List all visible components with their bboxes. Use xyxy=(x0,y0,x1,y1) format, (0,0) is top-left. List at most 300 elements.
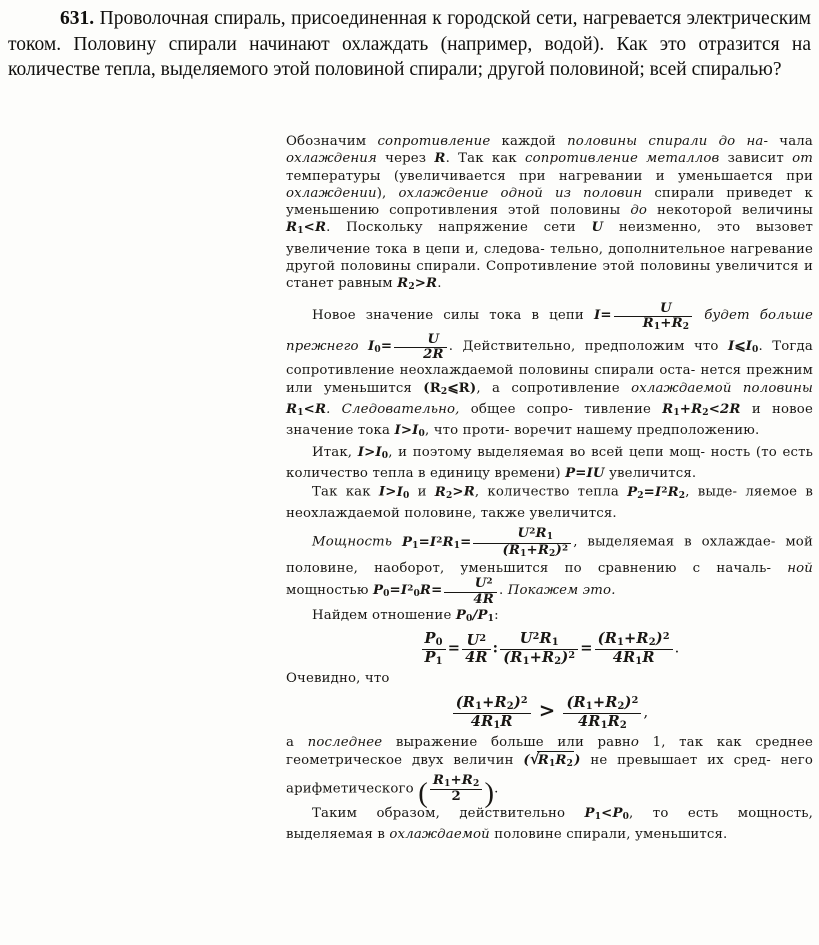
run-text: . xyxy=(758,338,763,354)
math-group-R2-le-R xyxy=(423,381,476,396)
math-sym: P xyxy=(372,583,384,599)
run-text: , количество тепла xyxy=(474,484,619,500)
math-plus: + xyxy=(529,649,542,667)
math-sym: R xyxy=(397,276,409,292)
math-rel-gt: > xyxy=(364,444,376,460)
math-var-R: R xyxy=(426,276,438,292)
run-text: . xyxy=(499,583,504,599)
fraction-denominator: 2 xyxy=(451,789,461,805)
fraction-U-over-R1R2 xyxy=(614,302,693,333)
fraction-numerator xyxy=(453,695,531,714)
math-sup: 2 xyxy=(662,631,670,643)
run-text: Новое значение силы тока в цепи xyxy=(312,307,584,323)
fraction-U-over-2R xyxy=(394,333,447,363)
math-sym: R xyxy=(461,772,473,788)
math-sub: 1 xyxy=(616,637,625,649)
math-sub: 2 xyxy=(648,637,656,649)
solution-paragraph-3 xyxy=(286,444,813,483)
solution-paragraph-4 xyxy=(286,482,813,522)
run-text: . Поскольку напряжение сети xyxy=(326,220,576,236)
fraction-R1R2-over-2 xyxy=(430,774,483,805)
math-sub: 1 xyxy=(435,656,443,668)
math-var-R: R xyxy=(434,151,446,167)
fraction-numerator xyxy=(444,577,497,592)
fraction-denominator: 4R xyxy=(465,649,488,667)
run-emph: сопротивление металлов xyxy=(525,151,720,167)
math-sym: ) xyxy=(561,649,569,667)
math-sym: R xyxy=(662,402,674,418)
run-text: предположим xyxy=(584,338,685,354)
math-sym: ) xyxy=(624,694,632,712)
math-sym: (R xyxy=(597,630,617,648)
math-plus: + xyxy=(624,630,637,648)
run-text: а xyxy=(286,735,295,751)
fraction-R1R2sq-over-4R1R2 xyxy=(563,695,641,732)
math-sym: R xyxy=(642,649,655,667)
run-emph: охлаждаемой xyxy=(389,827,490,842)
math-sup: 2 xyxy=(529,526,536,537)
math-sym: R xyxy=(691,402,703,418)
solution-paragraph-5 xyxy=(286,527,813,607)
run-emph: Покажем это. xyxy=(507,583,616,599)
run-text: и новое значение тока xyxy=(286,402,813,439)
math-sub: 0 xyxy=(413,589,420,600)
math-eq: = xyxy=(460,534,472,550)
math-sub: 1 xyxy=(551,637,559,649)
run-text: ляемое в неохлаждаемой половине, также увеличится. xyxy=(286,484,813,522)
math-sub: 1 xyxy=(493,720,501,732)
run-emph: половины спирали до на- xyxy=(567,134,769,149)
math-rel-gt: > xyxy=(452,484,464,500)
math-P1-lt-P0 xyxy=(585,806,629,821)
math-sym: R xyxy=(542,649,555,667)
fraction-denominator xyxy=(614,317,693,333)
math-var-P: P xyxy=(565,465,576,481)
run-text: спирали, уменьшится. xyxy=(566,827,728,842)
math-sym: U xyxy=(519,630,533,648)
run-emph: охлаждение одной из половин xyxy=(398,185,643,201)
problem-number: 631. xyxy=(60,8,95,29)
run-text: , выделяемая в охлаждае- xyxy=(573,534,776,550)
fraction-U2R1-over-R1R2sq xyxy=(473,527,571,560)
math-2R: 2R xyxy=(720,402,741,418)
math-sym: I xyxy=(654,484,662,500)
math-sub: 1 xyxy=(297,226,304,237)
math-sym: I xyxy=(429,534,437,550)
math-sub: 2 xyxy=(473,778,480,789)
run-text: . xyxy=(494,781,499,797)
math-sub: 2 xyxy=(506,701,514,713)
math-eq: = xyxy=(389,583,401,599)
math-sub: 1 xyxy=(585,701,593,713)
run-text: и xyxy=(655,168,665,184)
run-text: увеличится. xyxy=(609,465,697,481)
fraction-R1R2sq-over-4R1R xyxy=(595,631,673,668)
math-ratio-P0-P1 xyxy=(456,608,494,623)
math-var-I: I xyxy=(357,444,365,460)
run-text: что xyxy=(693,338,719,354)
math-sym: P xyxy=(455,607,467,623)
math-sqrt-R1R2-group xyxy=(523,753,580,768)
fraction-denominator xyxy=(453,714,531,732)
run-emph: до xyxy=(630,203,648,219)
run-text: ность (то есть количество тепла в единицу времени) xyxy=(286,444,813,481)
math-sym: 4R xyxy=(612,649,636,667)
run-emph: охлаждения xyxy=(286,151,377,167)
math-sub: 2 xyxy=(554,656,562,668)
run-text: некоторой величины xyxy=(656,203,813,219)
math-sub: 2 xyxy=(566,759,574,770)
math-sym: R xyxy=(642,316,654,331)
paren-open-big: ( xyxy=(418,777,428,809)
run-text: , что проти- xyxy=(424,423,510,439)
math-eq: = xyxy=(418,534,430,550)
run-text: уменьшается при xyxy=(677,168,813,184)
math-sym: R xyxy=(494,694,507,712)
math-sym: R xyxy=(555,753,567,769)
run-text: чала xyxy=(779,134,813,149)
math-plus: + xyxy=(526,543,538,559)
run-text: Таким образом, действительно xyxy=(312,805,566,821)
math-sym: R xyxy=(286,402,298,418)
math-sym: (R xyxy=(455,694,476,712)
solution-block xyxy=(286,133,813,843)
math-plus: + xyxy=(679,402,692,418)
math-sub: 1 xyxy=(520,549,527,560)
fraction-numerator xyxy=(422,631,446,650)
fraction-U2-over-4R xyxy=(462,633,491,666)
math-sub: 1 xyxy=(594,811,602,822)
math-var-R: R xyxy=(463,484,475,500)
math-sub: 1 xyxy=(546,532,554,543)
math-sub: 1 xyxy=(548,759,556,770)
math-sym: I xyxy=(375,444,382,460)
run-text: Очевидно, что xyxy=(286,670,390,686)
math-var-R2 xyxy=(397,276,415,291)
math-sub: 1 xyxy=(522,656,530,668)
math-sub: 1 xyxy=(412,540,419,551)
fraction-numerator xyxy=(595,631,673,650)
math-sub: 2 xyxy=(678,490,686,501)
run-emph: охлаждаемой половины xyxy=(631,380,813,396)
run-emph: . Следовательно, xyxy=(326,402,460,418)
math-sym: R xyxy=(535,526,547,542)
math-sub: 2 xyxy=(408,282,415,293)
run-text: температуры (увеличивается при xyxy=(286,168,546,184)
math-sym: U xyxy=(474,576,487,592)
math-sym: (R xyxy=(423,380,441,396)
run-text: тельно, дополнительное нагревание другой половины спирали. xyxy=(286,241,813,275)
display-equation-1 xyxy=(286,631,813,668)
math-var-R1 xyxy=(286,220,304,235)
run-text: мой половине, наоборот, уменьшится по сравнению с началь- xyxy=(286,534,813,576)
math-sym: P xyxy=(584,805,595,821)
math-sym: R xyxy=(636,630,649,648)
math-var-I0 xyxy=(412,423,425,438)
fraction-numerator xyxy=(473,527,571,544)
run-text: спирали приведет к уменьшению сопротивления этой половины xyxy=(286,185,813,219)
math-sym: (R xyxy=(566,694,586,712)
math-sub: 1 xyxy=(475,701,483,713)
math-eq: = xyxy=(447,639,461,657)
math-eq: = xyxy=(380,338,393,354)
fraction-R1R2sq-over-4R1R xyxy=(453,695,531,732)
run-text: , а xyxy=(476,380,501,396)
math-sym: ) xyxy=(513,694,521,712)
math-sub: 0 xyxy=(622,811,630,822)
math-var-I0 xyxy=(375,445,388,460)
math-eq: = xyxy=(431,583,443,599)
math-sub: 0 xyxy=(752,344,759,355)
problem-text: Проволочная спираль, присоединенная к городской сети, нагревается электрическим током. Половину спирали начинают охлаждать (например, водой). Как это отразится на количестве тепла, выделяемого этой половиной спирали; другой половиной; всей спиралью? xyxy=(8,8,811,80)
math-colon-divide: : xyxy=(492,639,499,657)
run-text: геометрическое двух величин xyxy=(286,753,514,769)
math-eq: = xyxy=(600,307,612,323)
run-text: Тогда сопротивление неохлаждаемой половины спирали оста- xyxy=(286,338,813,379)
math-sub: 2 xyxy=(619,720,627,732)
math-eq-P0 xyxy=(373,583,442,598)
math-sup: 2 xyxy=(520,695,528,707)
math-sym: R xyxy=(286,220,298,236)
math-expr-R1-plus-R2 xyxy=(662,402,709,417)
fraction-denominator xyxy=(422,650,446,668)
math-sub: 1 xyxy=(297,408,304,419)
run-text: него арифметического xyxy=(286,753,813,797)
math-sym: P xyxy=(424,630,436,648)
run-text: не превышает их сред- xyxy=(590,753,771,769)
run-text: каждой xyxy=(501,134,556,149)
math-sym: R xyxy=(500,713,513,731)
run-text: Найдем отношение xyxy=(312,607,452,623)
run-text: нется xyxy=(700,363,742,379)
math-sub: 1 xyxy=(653,321,661,332)
math-sym: I xyxy=(745,338,752,354)
run-emph: будет больше xyxy=(704,307,813,323)
spacer xyxy=(286,687,813,692)
math-sub: 2 xyxy=(440,386,448,397)
run-emph: ной xyxy=(787,560,813,576)
solution-paragraph-8 xyxy=(286,734,813,809)
math-sym: (R xyxy=(502,543,521,559)
fraction-denominator: 2R xyxy=(423,347,444,363)
sqrt-radicand xyxy=(537,751,574,773)
math-sub: 2 xyxy=(682,321,690,332)
math-sym: (R xyxy=(503,649,523,667)
run-emph: от xyxy=(792,151,813,167)
math-sub: 0 xyxy=(381,450,389,461)
fraction-denominator xyxy=(595,650,673,668)
fraction-denominator xyxy=(473,544,571,560)
math-sym: R xyxy=(434,484,446,500)
math-sym: P xyxy=(627,484,638,500)
math-sym: P xyxy=(477,607,488,623)
math-sub: 1 xyxy=(444,778,451,789)
run-text: , выде- xyxy=(685,484,738,500)
math-sym: R xyxy=(442,534,454,550)
run-emph: сопротивление xyxy=(377,134,491,149)
math-rel-lt: < xyxy=(601,805,613,821)
run-text: Сопротивление этой половины увеличится и станет равным xyxy=(286,259,813,292)
run-emph: последнее xyxy=(307,735,383,751)
math-sup: 2 xyxy=(479,633,487,645)
math-sub: 0 xyxy=(402,490,410,501)
math-sym: P xyxy=(424,649,436,667)
math-sup: 2 xyxy=(661,485,668,496)
math-sub: 1 xyxy=(453,540,461,551)
math-var-R: R xyxy=(314,220,327,236)
math-sub: 0 xyxy=(383,589,390,600)
math-slash: / xyxy=(472,607,478,623)
math-sym: R xyxy=(537,543,550,559)
math-sym: R xyxy=(537,753,549,769)
math-sym: R xyxy=(539,630,552,648)
math-sub: 2 xyxy=(617,701,625,713)
solution-paragraph-6 xyxy=(286,607,813,628)
math-var-I0 xyxy=(746,339,759,354)
math-sym: U xyxy=(466,632,480,650)
fraction-U2R1-over-R1R2sq xyxy=(500,631,578,668)
math-sym: I xyxy=(368,338,375,354)
math-sym: R) xyxy=(458,380,477,396)
math-sub: 0 xyxy=(374,344,381,355)
run-text: половине xyxy=(494,827,562,842)
math-sym: R xyxy=(671,316,683,331)
math-var-U: U xyxy=(591,220,604,236)
sqrt-icon xyxy=(530,751,574,773)
math-sub: 2 xyxy=(549,549,556,560)
math-paren-open: ( xyxy=(523,753,530,769)
fraction-denominator xyxy=(500,650,578,668)
run-text: . Так как xyxy=(445,151,517,167)
run-emph: Мощность xyxy=(312,534,393,550)
run-text: . xyxy=(448,338,454,354)
math-var-R2 xyxy=(435,485,453,500)
math-rel-lt: < xyxy=(303,402,315,418)
run-emph: прежнего xyxy=(286,338,359,354)
math-sym: ) xyxy=(555,543,562,559)
run-text: ), xyxy=(376,185,387,201)
math-sym: I xyxy=(412,423,419,439)
math-rel-gt: > xyxy=(400,423,413,439)
math-sym: ) xyxy=(655,630,663,648)
math-sym: R xyxy=(607,713,620,731)
fraction-numerator: U xyxy=(394,333,447,348)
run-text: выделяемая в xyxy=(286,827,386,842)
math-var-I0 xyxy=(397,485,410,500)
run-text: неизменно, это вызовет увеличение тока в цепи и, следова- xyxy=(286,220,813,257)
run-text: . xyxy=(437,276,442,292)
problem-statement xyxy=(8,6,811,83)
run-text: воречит нашему предположению. xyxy=(514,423,760,439)
paren-close-big: ) xyxy=(484,777,495,809)
display-equation-2 xyxy=(286,695,813,732)
math-plus: + xyxy=(482,694,495,712)
run-text: , то есть мощность, xyxy=(629,805,813,821)
math-plus: + xyxy=(592,694,606,712)
math-sym: P xyxy=(612,805,623,821)
run-text: общее сопро- xyxy=(470,402,573,418)
math-sub: 1 xyxy=(673,408,680,419)
math-sub: 0 xyxy=(466,613,473,624)
math-sup: 2 xyxy=(568,650,576,662)
math-var-I0 xyxy=(368,339,381,354)
run-text: мощностью xyxy=(286,583,369,599)
math-sub: 0 xyxy=(418,429,425,440)
run-text: 1, так как среднее xyxy=(652,735,813,751)
run-text: прежним или уменьшится xyxy=(286,363,813,396)
run-text: Обозначим xyxy=(286,134,367,149)
math-sup: 2 xyxy=(631,695,639,707)
math-eq: = xyxy=(643,484,655,500)
run-text: выражение больше или равн xyxy=(395,735,631,751)
math-var-I: I xyxy=(727,338,735,354)
math-rel-lt: < xyxy=(708,402,721,418)
run-emph: о xyxy=(630,735,640,751)
math-var-R: R xyxy=(314,402,327,418)
math-rel-gt: > xyxy=(414,276,427,292)
math-eq: = xyxy=(580,639,593,657)
math-sym: P xyxy=(402,534,413,550)
math-sym: R xyxy=(419,583,432,599)
math-var-I: I xyxy=(378,484,386,500)
math-sub: 2 xyxy=(637,490,644,501)
run-text: сопротивление xyxy=(511,380,620,396)
math-var-R1 xyxy=(286,402,304,417)
run-text: : xyxy=(494,607,499,623)
math-sup: 2 xyxy=(532,631,540,643)
math-sub: 1 xyxy=(635,656,643,668)
fraction-numerator xyxy=(500,631,578,650)
math-sym: R xyxy=(605,694,618,712)
math-var-I: I xyxy=(593,307,601,323)
math-rel-gt: > xyxy=(385,484,397,500)
math-sym: I xyxy=(396,484,403,500)
run-text: тивление xyxy=(584,402,651,418)
fraction-numerator xyxy=(462,633,491,650)
run-text: нагревании xyxy=(558,168,643,184)
run-text: через xyxy=(385,151,427,167)
math-eq-P1 xyxy=(402,535,471,550)
math-sup: 2 xyxy=(561,543,569,554)
math-sub: 0 xyxy=(435,637,443,649)
run-emph: охлаждении xyxy=(286,185,377,201)
solution-paragraph-9 xyxy=(286,805,813,844)
math-rel-le: ⩽ xyxy=(447,380,459,396)
math-plus: + xyxy=(450,772,462,788)
fraction-numerator: U xyxy=(614,302,693,317)
solution-paragraph-2 xyxy=(286,302,813,444)
fraction-denominator xyxy=(563,714,641,732)
math-var-I: I xyxy=(394,423,401,439)
run-text: зависит xyxy=(727,151,784,167)
math-sub: 2 xyxy=(445,490,453,501)
math-rel-gt: > xyxy=(538,697,556,722)
math-paren-close: ) xyxy=(574,753,581,769)
math-sym: R xyxy=(667,484,679,500)
solution-paragraph-1 xyxy=(286,133,813,297)
fraction-U2-over-4R xyxy=(444,577,497,607)
math-period: . xyxy=(674,639,680,657)
math-sym: I xyxy=(400,583,408,599)
solution-paragraph-7 xyxy=(286,670,813,687)
math-plus: + xyxy=(660,316,672,331)
math-sup: 2 xyxy=(436,535,443,546)
math-sup: 2 xyxy=(407,583,414,594)
math-sup: 2 xyxy=(486,576,493,587)
math-eq-P2 xyxy=(627,485,685,500)
math-rel-le: ⩽ xyxy=(734,338,746,354)
math-expr-IU: IU xyxy=(586,465,605,481)
